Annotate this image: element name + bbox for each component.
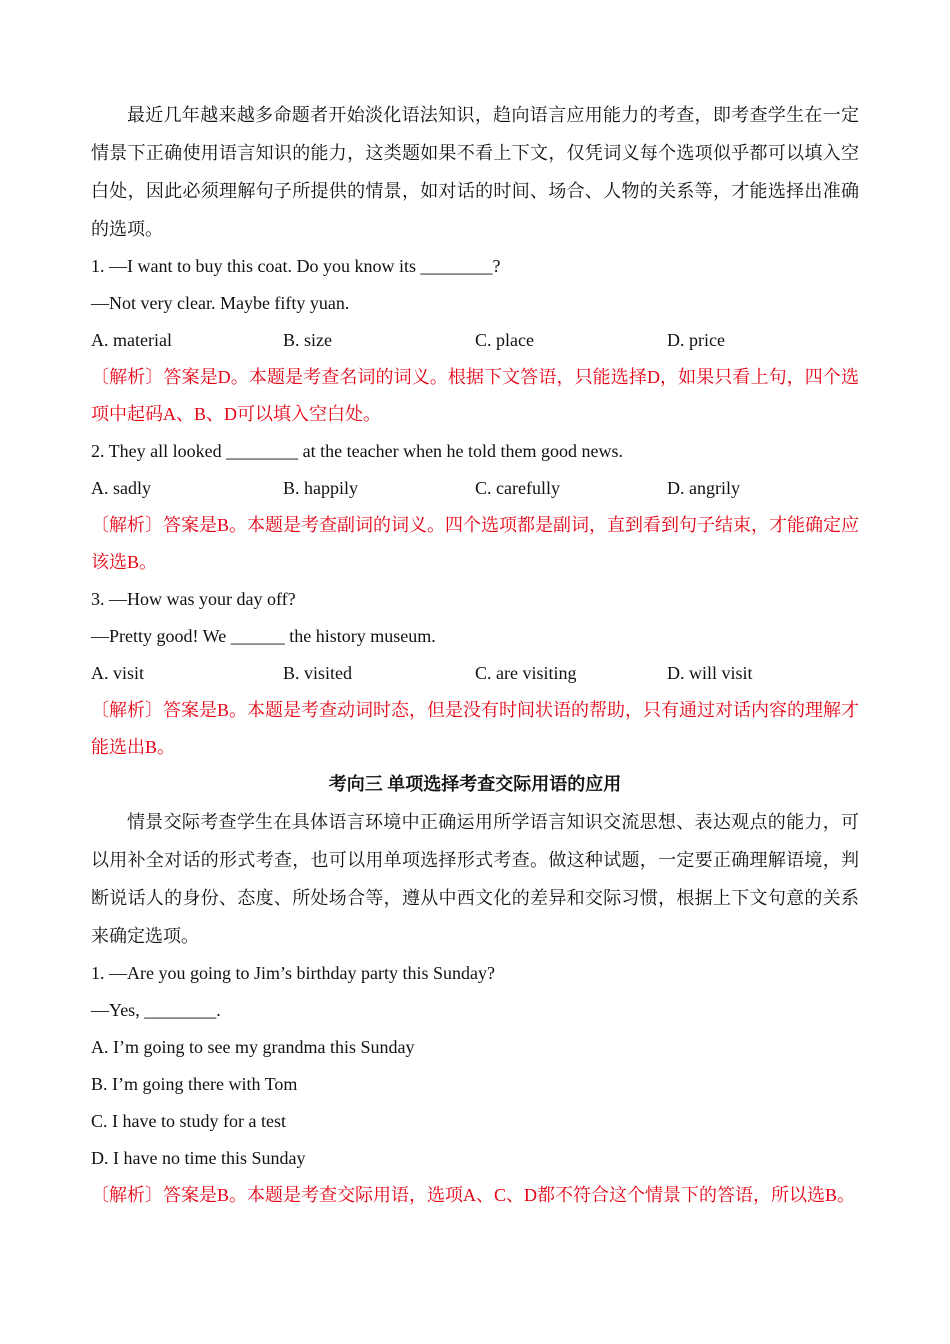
question-3-analysis: 〔解析〕答案是B。本题是考查动词时态，但是没有时间状语的帮助，只有通过对话内容的理解才能选出B。 xyxy=(91,700,860,757)
option-d: D. I have no time this Sunday xyxy=(91,1148,306,1168)
question-1-stem: 1. —I want to buy this coat. Do you know its ________? xyxy=(91,256,501,276)
question-3-options xyxy=(91,655,859,692)
section-2-intro: 情景交际考查学生在具体语言环境中正确运用所学语言知识交流思想、表达观点的能力，可以用补全对话的形式考查，也可以用单项选择形式考查。做这种试题，一定要正确理解语境，判断说话人的身份、态度、所处场合等，遵从中西文化的差异和交际习惯，根据上下文句意的关系来确定选项。 xyxy=(91,812,859,946)
option-a: A. material xyxy=(91,330,172,350)
option-c: C. are visiting xyxy=(475,663,577,683)
section-2-question-1-stem: 1. —Are you going to Jim’s birthday party this Sunday? xyxy=(91,963,495,983)
option-b: B. visited xyxy=(283,663,353,683)
question-3-stem: 3. —How was your day off? xyxy=(91,589,296,609)
option-d: D. will visit xyxy=(667,663,753,683)
question-1-options xyxy=(91,322,859,359)
section-heading: 考向三 单项选择考查交际用语的应用 xyxy=(328,774,622,794)
document-page xyxy=(91,96,859,1214)
option-c: C. place xyxy=(475,330,534,350)
option-b: B. I’m going there with Tom xyxy=(91,1074,298,1094)
section-2-question-1-reply: —Yes, ________. xyxy=(91,1000,221,1020)
option-b: B. size xyxy=(283,330,332,350)
option-b: B. happily xyxy=(283,478,358,498)
section-2-question-1-analysis: 〔解析〕答案是B。本题是考查交际用语，选项A、C、D都不符合这个情景下的答语，所以选B。 xyxy=(91,1185,856,1205)
option-a: A. sadly xyxy=(91,478,151,498)
intro-paragraph: 最近几年越来越多命题者开始淡化语法知识，趋向语言应用能力的考查，即考查学生在一定情景下正确使用语言知识的能力，这类题如果不看上下文，仅凭词义每个选项似乎都可以填入空白处，因此必须理解句子所提供的情景，如对话的时间、场合、人物的关系等，才能选择出准确的选项。 xyxy=(91,105,859,239)
option-c: C. I have to study for a test xyxy=(91,1111,286,1131)
option-c: C. carefully xyxy=(475,478,560,498)
option-d: D. angrily xyxy=(667,478,740,498)
option-a: A. visit xyxy=(91,663,145,683)
question-1-reply: —Not very clear. Maybe fifty yuan. xyxy=(91,293,350,313)
question-2-options xyxy=(91,470,859,507)
option-a: A. I’m going to see my grandma this Sunday xyxy=(91,1037,415,1057)
question-2-stem: 2. They all looked ________ at the teacher when he told them good news. xyxy=(91,441,624,461)
option-d: D. price xyxy=(667,330,725,350)
question-2-analysis: 〔解析〕答案是B。本题是考查副词的词义。四个选项都是副词，直到看到句子结束，才能确定应该选B。 xyxy=(91,515,860,572)
question-3-reply: —Pretty good! We ______ the history museum. xyxy=(91,626,436,646)
question-1-analysis: 〔解析〕答案是D。本题是考查名词的词义。根据下文答语，只能选择D，如果只看上句，四个选项中起码A、B、D可以填入空白处。 xyxy=(91,367,859,424)
